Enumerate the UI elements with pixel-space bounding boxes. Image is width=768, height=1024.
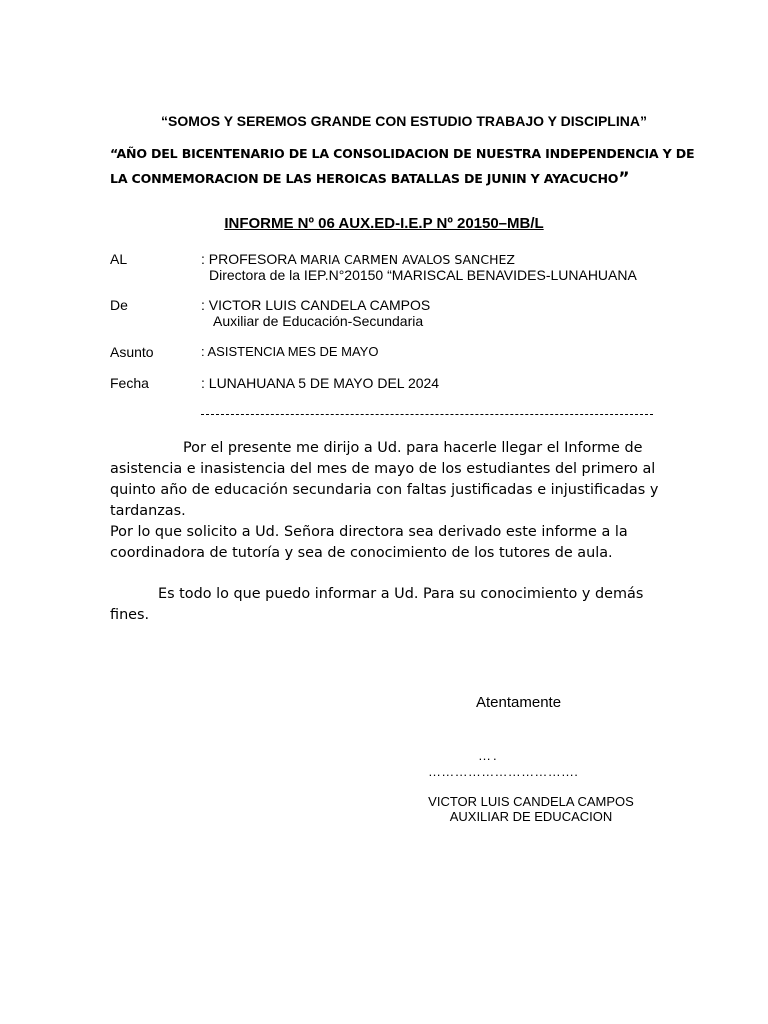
- motto-line: “SOMOS Y SEREMOS GRANDE CON ESTUDIO TRABAJO Y DISCIPLINA”: [161, 113, 647, 129]
- to-subtitle: Directora de la IEP.N°20150 “MARISCAL BENAVIDES-LUNAHUANA: [209, 267, 637, 283]
- signature-line: …………………………….: [428, 764, 579, 779]
- to-label: AL: [110, 251, 128, 267]
- to-prefix: : PROFESORA: [201, 251, 300, 267]
- report-title: INFORME Nº 06 AUX.ED-I.E.P Nº 20150–MB/L: [224, 215, 544, 232]
- from-label: De: [110, 297, 128, 313]
- body-paragraph-2: Por lo que solicito a Ud. Señora directora sea derivado este informe a la coordinadora de tutoría y sea de conocimiento de los tutores de aula.: [110, 524, 628, 561]
- date-label: Fecha: [110, 375, 149, 391]
- year-title-line-1: “AÑO DEL BICENTENARIO DE LA CONSOLIDACION DE NUESTRA INDEPENDENCIA Y DE: [110, 146, 695, 161]
- year-title-closing-quote: ”: [618, 169, 630, 189]
- year-title-line-2-text: LA CONMEMORACION DE LAS HEROICAS BATALLAS DE JUNIN Y AYACUCHO: [110, 171, 619, 186]
- subject-value: : ASISTENCIA MES DE MAYO: [201, 344, 379, 359]
- from-subtitle: Auxiliar de Educación-Secundaria: [213, 313, 424, 329]
- date-value: : LUNAHUANA 5 DE MAYO DEL 2024: [201, 375, 440, 391]
- signature-dots-short: ….: [478, 748, 499, 763]
- subject-label: Asunto: [110, 344, 154, 360]
- year-title-line-2: [110, 169, 629, 189]
- body-paragraph-3: Es todo lo que puedo informar a Ud. Para su conocimiento y demás fines.: [110, 586, 644, 623]
- body-paragraph-1: Por el presente me dirijo a Ud. para hacerle llegar el Informe de asistencia e inasistencia del mes de mayo de los estudiantes del primero al quinto año de educación secundaria con faltas justificadas e injustificadas y tardanzas.: [110, 440, 659, 519]
- to-value: [201, 251, 515, 267]
- signer-name: VICTOR LUIS CANDELA CAMPOS: [428, 794, 634, 809]
- from-value: : VICTOR LUIS CANDELA CAMPOS: [201, 297, 431, 313]
- closing-salutation: Atentamente: [476, 694, 562, 711]
- separator-line: [201, 414, 653, 415]
- to-name: MARIA CARMEN AVALOS SANCHEZ: [299, 252, 515, 267]
- signer-role: AUXILIAR DE EDUCACION: [449, 809, 613, 824]
